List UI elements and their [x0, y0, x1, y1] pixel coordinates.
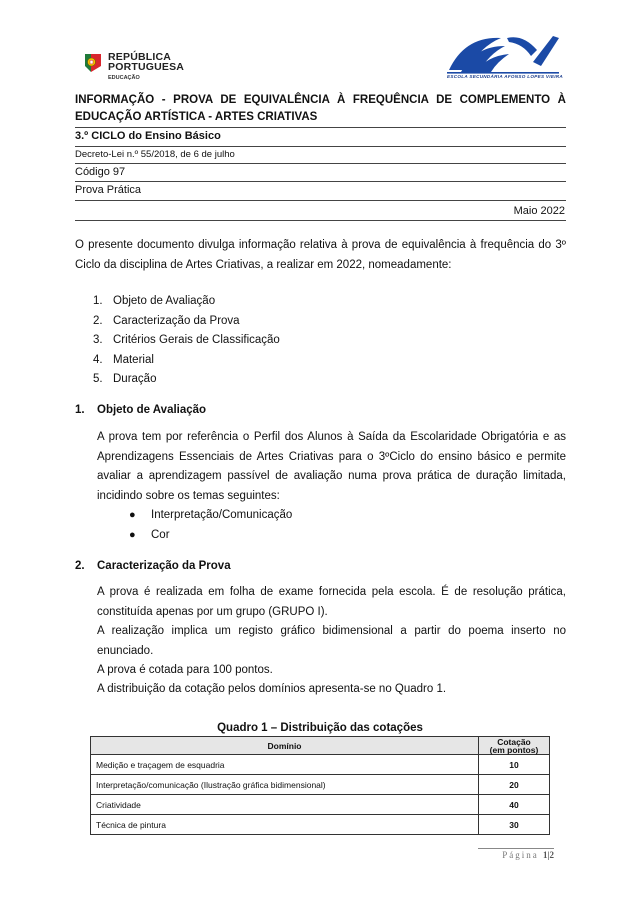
column-header-score-line: (em pontos)	[489, 744, 539, 755]
list-label: Critérios Gerais de Classificação	[113, 334, 280, 347]
topics-list	[129, 506, 292, 545]
score-cell: 10	[479, 755, 550, 775]
ministry-name	[108, 52, 184, 72]
page-value: 1|2	[543, 850, 554, 860]
section-number: 1.	[75, 404, 85, 416]
list-item	[93, 370, 280, 390]
exam-code: Código 97	[75, 166, 126, 178]
domain-cell: Medição e traçagem de esquadria	[91, 755, 479, 775]
list-item	[129, 506, 292, 526]
column-header-domain: Domínio	[91, 737, 479, 755]
divider	[75, 181, 566, 182]
table-row	[91, 755, 550, 775]
section-paragraph: A prova tem por referência o Perfil dos Alunos à Saída da Escolaridade Obrigatória e as Aprendizagens Essenciais de Artes Criativas para o 3ºCiclo do ensino básico e permite avaliar a aprendizagem passível de avaliação numa prova prática de duração limitada, incidindo sobre os temas seguintes:	[97, 431, 566, 502]
republica-portuguesa-logo	[83, 50, 203, 84]
list-label: Interpretação/Comunicação	[151, 509, 293, 521]
decree-label: Decreto-Lei n.º 55/2018, de 6 de julho	[75, 149, 235, 160]
table-header-row	[91, 737, 550, 755]
list-item	[129, 526, 292, 546]
list-label: Cor	[151, 528, 170, 541]
list-item	[93, 312, 280, 332]
domain-cell: Técnica de pintura	[91, 815, 479, 835]
bullet-icon: ●	[129, 509, 136, 521]
document-title: INFORMAÇÃO - PROVA DE EQUIVALÊNCIA À FREQUÊNCIA DE COMPLEMENTO À EDUCAÇÃO ARTÍSTICA - ARTES CRIATIVAS	[75, 94, 566, 123]
score-cell: 40	[479, 795, 550, 815]
divider	[75, 146, 566, 147]
ministry-line-1: REPÚBLICA	[108, 51, 172, 63]
table-row	[91, 775, 550, 795]
school-name: ESCOLA SECUNDÁRIA AFONSO LOPES VIEIRA	[447, 74, 563, 79]
section-heading	[75, 560, 231, 572]
list-number: 2.	[93, 314, 103, 327]
section-paragraph: A distribuição da cotação pelos domínios apresenta-se no Quadro 1.	[97, 683, 447, 695]
page-label: Página	[502, 850, 539, 860]
list-number: 1.	[93, 295, 103, 307]
list-label: Material	[113, 353, 154, 366]
table-row	[91, 815, 550, 835]
ministry-subtitle: EDUCAÇÃO	[108, 75, 140, 81]
section-paragraph: A prova é cotada para 100 pontos.	[97, 664, 273, 676]
contents-list	[93, 292, 280, 390]
table-row	[91, 795, 550, 815]
list-item	[93, 292, 280, 312]
cycle-label: 3.º CICLO do Ensino Básico	[75, 130, 221, 142]
divider	[75, 220, 566, 221]
section-number: 2.	[75, 560, 85, 572]
list-label: Duração	[113, 373, 157, 386]
table-caption: Quadro 1 – Distribuição das cotações	[217, 722, 423, 734]
intro-paragraph: O presente documento divulga informação relativa à prova de equivalência à frequência do 3º Ciclo da disciplina de Artes Criativas, a realizar em 2022, nomeadamente:	[75, 239, 566, 271]
list-item	[93, 331, 280, 351]
section-paragraph: A prova é realizada em folha de exame fornecida pela escola. É de resolução prática, constituída apenas por um grupo (GRUPO I).	[97, 586, 566, 618]
score-cell: 30	[479, 815, 550, 835]
list-number: 5.	[93, 373, 103, 386]
divider	[75, 163, 566, 164]
footer-divider	[478, 848, 554, 849]
scores-table	[90, 736, 550, 835]
section-heading	[75, 404, 206, 416]
bullet-icon: ●	[129, 528, 136, 541]
column-header-score-line: Cotação	[497, 736, 531, 747]
domain-cell: Interpretação/comunicação (Ilustração gráfica bidimensional)	[91, 775, 479, 795]
list-label: Caracterização da Prova	[113, 314, 240, 327]
divider	[75, 200, 566, 201]
list-item	[93, 351, 280, 371]
list-number: 4.	[93, 353, 103, 366]
list-label: Objeto de Avaliação	[113, 295, 216, 307]
page-number	[502, 850, 554, 860]
list-number: 3.	[93, 334, 103, 347]
document-date: Maio 2022	[513, 205, 565, 217]
column-header-score	[479, 737, 550, 755]
section-title: Caracterização da Prova	[97, 560, 231, 572]
exam-type: Prova Prática	[75, 184, 142, 196]
portugal-emblem-icon	[83, 52, 103, 74]
ministry-line-2: PORTUGUESA	[108, 61, 185, 73]
domain-cell: Criatividade	[91, 795, 479, 815]
section-title: Objeto de Avaliação	[97, 404, 207, 416]
divider	[75, 127, 566, 128]
score-cell: 20	[479, 775, 550, 795]
section-paragraph: A realização implica um registo gráfico bidimensional a partir do poema inserto no enunciado.	[97, 625, 566, 657]
